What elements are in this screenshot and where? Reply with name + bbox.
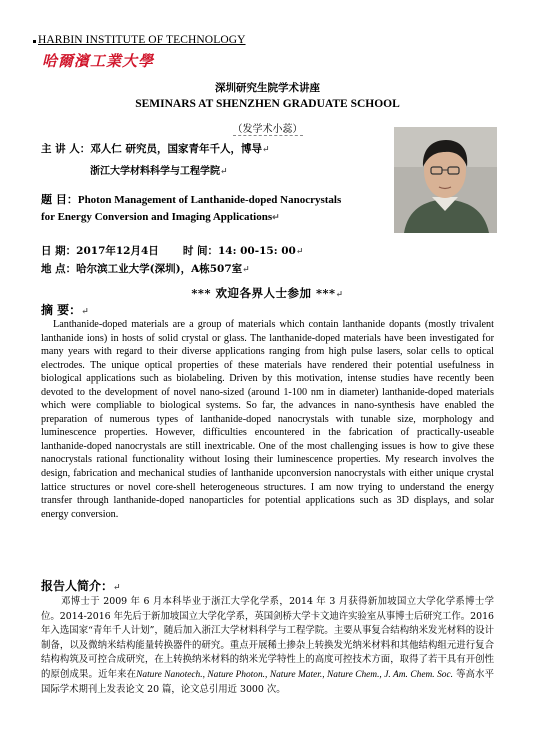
place-row: 地 点：哈尔滨工业大学(深圳)，A栋507室↵ — [41, 263, 250, 275]
bio-heading-row: 报告人简介：↵ — [41, 579, 121, 593]
speaker-affiliation: 浙江大学材料科学与工程学院↵ — [90, 166, 228, 177]
topic-line-2: for Energy Conversion and Imaging Applications — [41, 211, 273, 223]
date-row: 日 期：2017年12月4日 时 间：14: 00-15: 00↵ — [41, 245, 304, 257]
speaker-row: 主 讲 人：邓人仁 研究员，国家青年千人，博导↵ — [41, 143, 270, 155]
speaker-name: 邓人仁 研究员，国家青年千人，博导 — [90, 143, 262, 155]
topic-label: 题 目： — [41, 193, 78, 206]
date-value: 2017年12月4日 — [76, 245, 159, 257]
abstract-text: Lanthanide-doped materials are a group of materials which contain lanthanide dopants (mostly trivalent lanthanide ions) in hosts of solid crystal or glass. The lanthanide-doped materials have been investigated for many years with regard to their diverse applications ranging from high pulse lasers, solar cells to optical electrodes. The unique optical properties of these materials have rendered their potential usefulness in biological applications such as biolabeling. Driven by this motivation, intense studies have recently been devoted to the development of novel nano-sized (around 1-100 nm in diameter) lanthanide-doped materials which were compliable to biological systems. So far, the advances in nano-synthesis have enabled the preparation of numerous types of lanthanide-doped nanocrystals with tunable size, morphology and luminescence properties. However, difficulties encountered in the fabrication of practically-useable lanthanide-doped nanocrystals are still inextricable. One of the most challenging issues is how to give these nanocrystals rational functionality without losing their luminescence properties. My research involves the design, fabrication and mechanical studies of lanthanide upconversion nanocrystals with either unique crystal lattice structures or novel core-shell heterogeneous structures. I am now trying to understand the energy transfer through lanthanide-doped nanoparticles for potential applications such as 3D displays, and solar energy conversion. — [41, 319, 494, 520]
seminar-title-cn: 深圳研究生院学术讲座 — [215, 82, 320, 94]
topic-row — [41, 191, 341, 207]
place-label: 地 点： — [41, 263, 77, 275]
topic-line-2-row: for Energy Conversion and Imaging Applications↵ — [41, 211, 280, 223]
abstract-heading: 摘 要： — [41, 303, 82, 317]
time-value: 14: 00-15: 00 — [217, 245, 296, 257]
abstract-heading-row: 摘 要：↵ — [41, 303, 89, 317]
speaker-label: 主 讲 人： — [41, 143, 91, 155]
topic-line-1: Photon Management of Lanthanide-doped Nanocrystals — [77, 194, 342, 206]
welcome-line: *** 欢迎各界人士参加 ***↵ — [191, 286, 344, 300]
list-bullet — [33, 40, 36, 43]
speaker-photo — [394, 127, 497, 233]
speaker-portrait-icon — [394, 127, 497, 233]
bio-tail: 等高水平国际学术期刊上发表论文 20 篇，论文总引用近 3000 次。 — [41, 668, 494, 695]
seminar-subtitle-text: （发学术小蕊） — [232, 124, 303, 135]
bio-heading: 报告人简介： — [41, 579, 114, 593]
university-logo-text: 哈爾濱工業大學 — [42, 52, 155, 70]
speaker-affiliation-text: 浙江大学材料科学与工程学院 — [90, 166, 220, 177]
institution-header: HARBIN INSTITUTE OF TECHNOLOGY — [38, 34, 246, 46]
seminar-title-en: SEMINARS AT SHENZHEN GRADUATE SCHOOL — [135, 98, 400, 110]
time-label: 时 间： — [182, 245, 218, 257]
bio-text — [41, 595, 494, 697]
bio-journals: Nature Nanotech., Nature Photon., Nature Mater., Nature Chem., J. Am. Chem. Soc. — [136, 669, 453, 680]
bio-body: 邓博士于 2009 年 6 月本科毕业于浙江大学化学系，2014 年 3 月获得新加坡国立大学化学系博士学位。2014-2016 年先后于新加坡国立大学化学系，英国剑桥大学卡文迪许实验室从事博士后研究工作。2016 年入选国家“青年千人计划”，随后加入浙江大学材料科学与工程学院。主要从事复合结构纳米发光材料的设计制备，以及微纳米结构能量转换器件的研究。重点开展稀土掺杂上转换发光纳米材料和其他结构组元进行复合结构构筑及可控合成研究，在上转换纳米材料的纳米光学特性上的高度可控技术方面，取得了若干具有开创性的原创成果。近年来在 — [41, 596, 494, 680]
place-value: 哈尔滨工业大学(深圳)，A栋507室 — [76, 263, 243, 275]
welcome-text: *** 欢迎各界人士参加 *** — [191, 286, 336, 300]
date-label: 日 期： — [41, 245, 77, 257]
